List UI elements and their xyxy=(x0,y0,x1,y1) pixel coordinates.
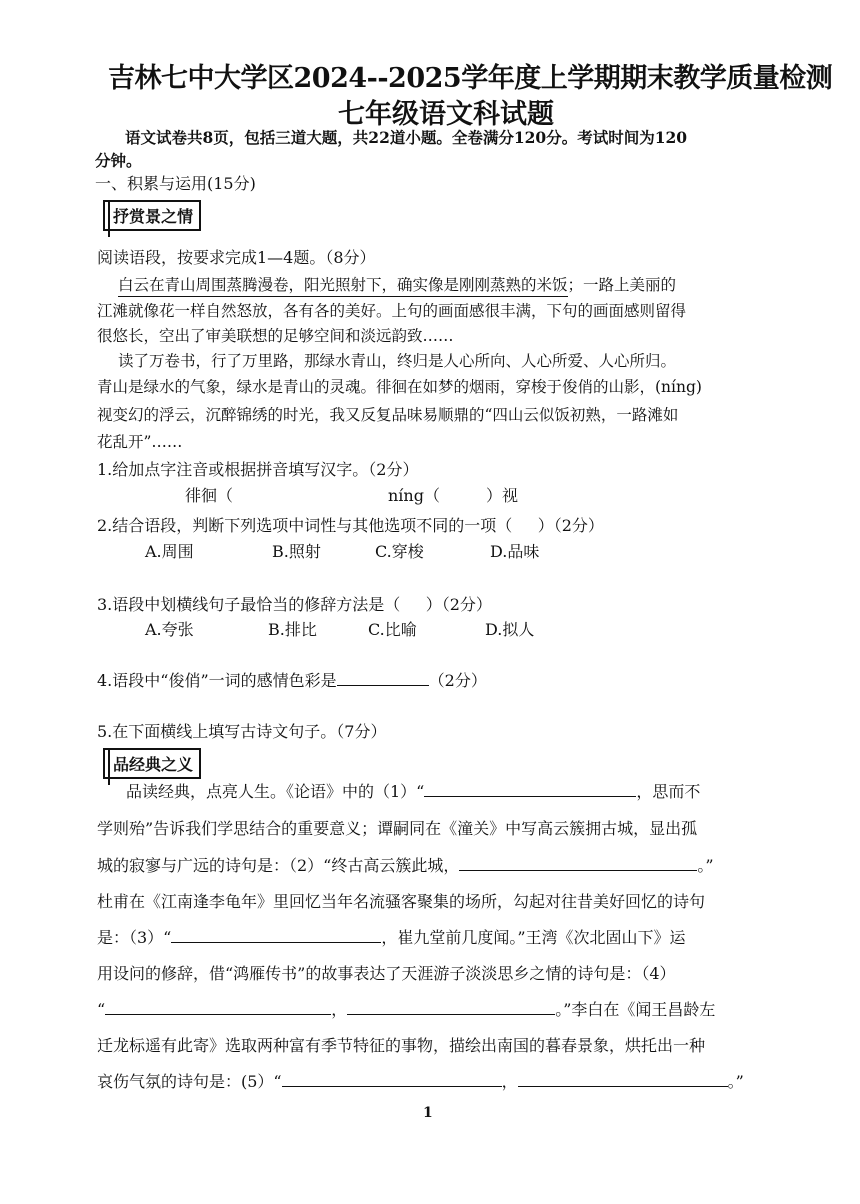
classics-line6: 用设问的修辞，借“鸿雁传书”的故事表达了天涯游子淡淡思乡之情的诗句是：（4） xyxy=(97,964,676,983)
classics-line1: 品读经典，点亮人生。《论语》中的（1）“ ，思而不 xyxy=(126,782,701,801)
passage-p1-line2: 江滩就像花一样自然怒放，各有各的美好。上句的画面感很丰满，下句的画面感则留得 xyxy=(97,302,687,320)
q3-option-b[interactable]: B.排比 xyxy=(268,620,317,639)
q2-option-b[interactable]: B.照射 xyxy=(272,542,321,561)
classics-line5: 是：（3）“ ，崔九堂前几度闻。”王湾《次北固山下》运 xyxy=(97,928,686,947)
answer-blank-5-5b[interactable] xyxy=(518,1086,728,1087)
q3-option-a[interactable]: A.夸张 xyxy=(145,620,194,639)
answer-space-1a[interactable] xyxy=(245,500,350,504)
classics-line7: “ ， 。”李白在《闻王昌龄左 xyxy=(97,1000,716,1019)
classics-line9: 哀伤气氛的诗句是：(5）“ ， 。” xyxy=(97,1072,744,1091)
section1-heading: 一、积累与运用(15分) xyxy=(95,174,256,193)
classics-line4: 杜甫在《江南逢李龟年》里回忆当年名流骚客聚集的场所，勾起对往昔美好回忆的诗句 xyxy=(97,892,706,911)
intro-line1: 语文试卷共8页，包括三道大题，共22道小题。全卷满分120分。考试时间为120 xyxy=(125,128,688,147)
classics-line2: 学则殆”告诉我们学思结合的重要意义；谭嗣同在《潼关》中写高云簇拥古城，显出孤 xyxy=(97,819,698,838)
underlined-sentence: 白云在青山周围蒸腾漫卷，阳光照射下，确实像是刚刚蒸熟的米饭 xyxy=(118,274,568,297)
classics-line3: 城的寂寥与广远的诗句是：（2）“终古高云簇此城， 。” xyxy=(97,856,714,875)
passage-p2-line1: 读了万卷书，行了万里路，那绿水青山，终归是人心所向、人心所爱、人心所归。 xyxy=(118,352,677,370)
passage-p2-line3: 视变幻的浮云，沉醉锦绣的时光，我又反复品味易顺鼎的“四山云似饭初熟，一路滩如 xyxy=(97,406,679,424)
question-1: 1.给加点字注音或根据拼音填写汉字。（2分） xyxy=(97,460,419,479)
q3-option-d[interactable]: D.拟人 xyxy=(485,620,535,639)
passage-p2-line4: 花乱开”…… xyxy=(97,433,183,451)
answer-blank-4[interactable] xyxy=(337,685,429,686)
exam-title-line1: 吉林七中大学区2024--2025学年度上学期期末教学质量检测 xyxy=(108,63,833,94)
question-3: 3.语段中划横线句子最恰当的修辞方法是（ ）（2分） xyxy=(97,595,492,614)
passage-p1-line3: 很悠长，空出了审美联想的足够空间和淡远韵致…… xyxy=(97,327,454,345)
answer-blank-5-2[interactable] xyxy=(459,870,697,871)
passage-p1-line1: 白云在青山周围蒸腾漫卷，阳光照射下，确实像是刚刚蒸熟的米饭；一路上美丽的 xyxy=(118,274,676,297)
section-box-label: 品经典之义 xyxy=(113,755,194,774)
exam-title-line2: 七年级语文科试题 xyxy=(338,99,554,130)
question-1-item-c: ）视 xyxy=(486,486,519,505)
answer-blank-5-5a[interactable] xyxy=(282,1086,502,1087)
answer-space-1b[interactable] xyxy=(440,500,480,504)
question-1-item-b: níng（ xyxy=(388,486,440,505)
passage-p2-line2: 青山是绿水的气象，绿水是青山的灵魂。徘徊在如梦的烟雨，穿梭于俊俏的山影，(níng) xyxy=(97,378,702,396)
q3-option-c[interactable]: C.比喻 xyxy=(368,620,417,639)
section-box-appreciate-scenery xyxy=(103,200,201,231)
answer-blank-5-4a[interactable] xyxy=(105,1014,331,1015)
section-box-label: 抒赏景之情 xyxy=(113,207,194,226)
question-2: 2.结合语段，判断下列选项中词性与其他选项不同的一项（ ）（2分） xyxy=(97,516,604,535)
answer-blank-5-1[interactable] xyxy=(424,796,636,797)
answer-blank-5-3[interactable] xyxy=(171,942,381,943)
classics-line8: 迁龙标遥有此寄》选取两种富有季节特征的事物，描绘出南国的暮春景象，烘托出一种 xyxy=(97,1036,706,1055)
reading-prompt: 阅读语段，按要求完成1—4题。（8分） xyxy=(97,248,376,267)
intro-line2: 分钟。 xyxy=(95,151,142,170)
page-number: 1 xyxy=(423,1105,433,1121)
q2-option-c[interactable]: C.穿梭 xyxy=(375,542,424,561)
q2-option-a[interactable]: A.周围 xyxy=(145,542,194,561)
question-1-item-a: 徘徊（ xyxy=(185,486,234,505)
q2-option-d[interactable]: D.品味 xyxy=(490,542,540,561)
answer-blank-5-4b[interactable] xyxy=(347,1014,555,1015)
question-4: 4.语段中“俊俏”一词的感情色彩是 （2分） xyxy=(97,671,487,690)
section-box-classics xyxy=(103,748,201,779)
question-5: 5.在下面横线上填写古诗文句子。（7分） xyxy=(97,722,387,741)
